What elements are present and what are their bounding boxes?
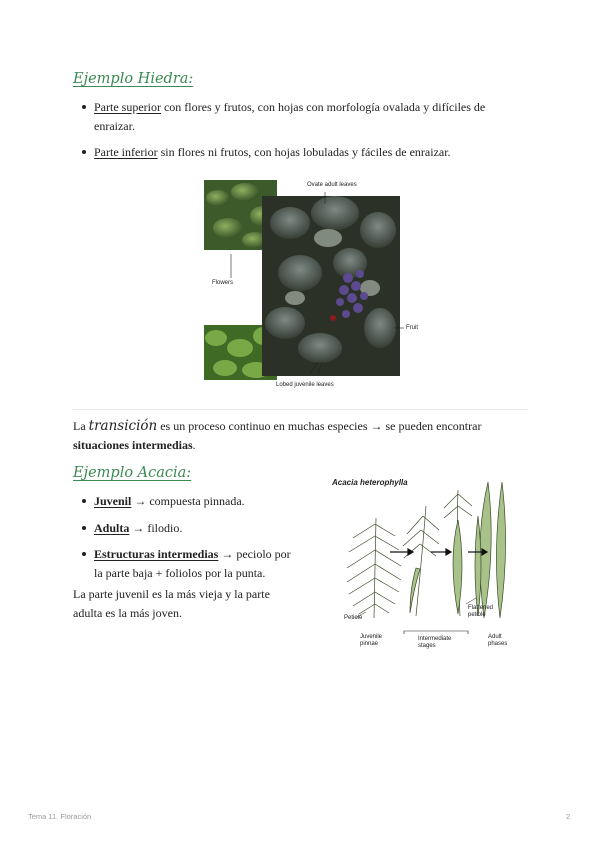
acacia-label-adult: Adult phases: [488, 634, 508, 647]
acacia-item-juvenile: [80, 492, 295, 511]
acacia-heading: Ejemplo Acacia:: [73, 465, 192, 481]
ivy-label-adult-leaves: Ovate adult leaves: [307, 182, 357, 188]
transition-term: transición: [88, 418, 158, 434]
acacia-item-adult-term: Adulta: [94, 520, 130, 535]
acacia-item-juvenile-text: → compuesta pinnada.: [131, 494, 245, 508]
ivy-label-fruit: Fruit: [406, 325, 418, 331]
ivy-bullet-lower: [80, 143, 500, 162]
acacia-label-juvenile: Juvenile pinnae: [360, 634, 383, 647]
acacia-item-adult-text: → filodio.: [129, 520, 183, 535]
transition-text-end: .: [192, 437, 196, 452]
transition-paragraph: [73, 417, 503, 454]
transition-text-mid: es un proceso continuo en muchas especies → se pueden encontrar: [157, 419, 482, 433]
acacia-figure-title: Acacia heterophylla: [332, 478, 408, 487]
ivy-bullet-upper-term: Parte superior: [94, 100, 161, 114]
ivy-heading: Ejemplo Hiedra:: [73, 71, 194, 87]
acacia-note: La parte juvenil es la más vieja y la parte adulta es la más joven.: [73, 587, 270, 620]
acacia-item-intermediate-term: Estructuras intermedias: [94, 547, 219, 561]
acacia-label-petiole: Petiole: [344, 615, 363, 621]
ivy-label-juvenile-leaves: Lobed juvenile leaves: [276, 382, 334, 388]
ivy-figure: [200, 178, 418, 390]
acacia-item-intermediate: [80, 545, 295, 582]
footer-title: Tema 11. Floración: [28, 812, 92, 821]
ivy-label-flowers: Flowers: [212, 280, 234, 286]
ivy-bullet-upper-text: con flores y frutos, con hojas con morfología ovalada y difíciles de enraizar.: [94, 100, 486, 133]
acacia-figure: [328, 476, 514, 651]
ivy-bullet-lower-term: Parte inferior: [94, 145, 158, 159]
ivy-bullet-upper: [80, 98, 500, 135]
ivy-bullet-lower-text: sin flores ni frutos, con hojas lobuladas y fáciles de enraizar.: [157, 145, 451, 159]
section-divider: [73, 409, 528, 410]
ivy-bullet-list: [80, 98, 500, 162]
acacia-label-intermediate: Intermediate stages: [418, 636, 452, 649]
page-number: 2: [566, 812, 571, 821]
acacia-item-adult: [80, 519, 295, 538]
acacia-bullet-list: [80, 492, 295, 582]
transition-text-pre: La: [73, 419, 89, 433]
acacia-item-juvenile-term: Juvenil: [94, 494, 132, 508]
acacia-item-intermediate-text: → peciolo por la parte baja + foliolos por la punta.: [94, 547, 291, 580]
transition-bold: situaciones intermedias: [73, 437, 193, 452]
acacia-label-flattened-petiole: Flattened petiole: [468, 605, 494, 618]
acacia-illustration: [328, 476, 514, 651]
